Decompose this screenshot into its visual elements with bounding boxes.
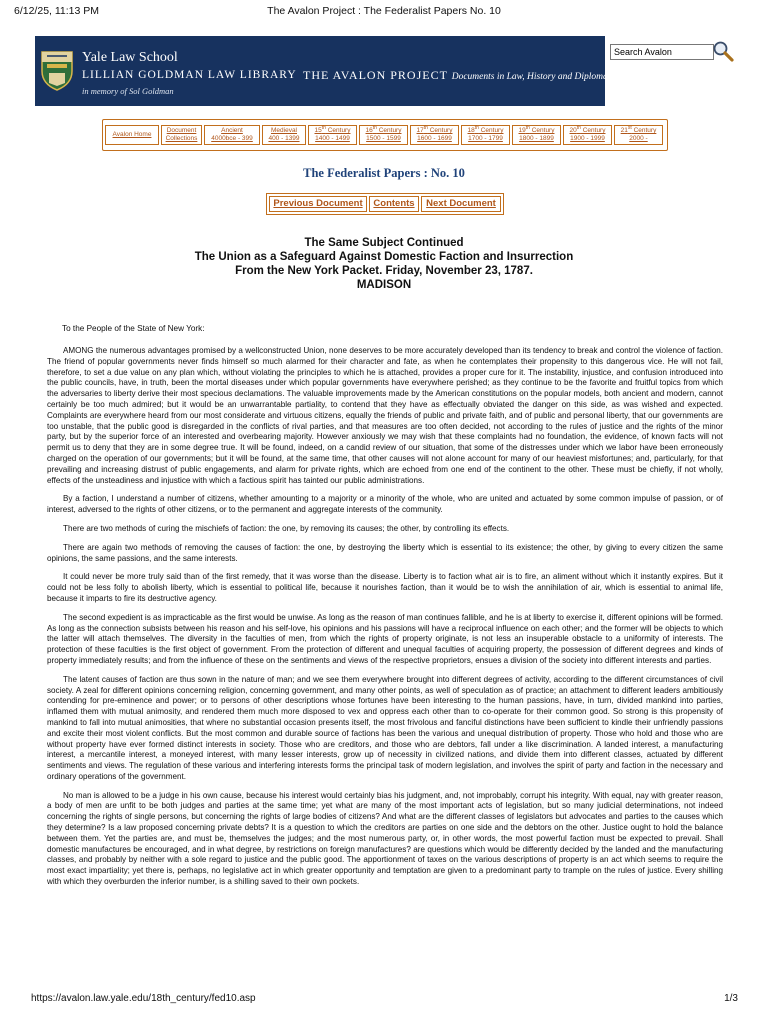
print-datetime: 6/12/25, 11:13 PM xyxy=(14,5,100,17)
page-number: 1/3 xyxy=(724,993,738,1004)
paragraph: There are two methods of curing the mischiefs of faction: the one, by removing its causes; the other, by controlling its effects. xyxy=(63,523,510,533)
yale-shield-icon xyxy=(41,51,73,91)
print-footer xyxy=(0,992,768,1012)
nav-document-collections[interactable]: Document Collections xyxy=(161,125,202,145)
document-navigation xyxy=(266,193,504,215)
paragraph: AMONG the numerous advantages promised by a wellconstructed Union, none deserves to be more accurately developed than its tendency to break and control the violence of faction. The friend of popular governments never finds himself so much alarmed for their character and fate, as when he contemplates their propensity to this dangerous vice. He will not fail, therefore, to set a due value on any plan which, without violating the principles to which he is attached, provides a proper cure for it. The instability, injustice, and confusion introduced into the public councils, have, in truth, been the mortal diseases under which popular governments have everywhere perished; as they continue to be the favorite and fruitful topics from which the adversaries to liberty derive their most specious declamations. The valuable improvements made by the American constitutions on the popular models, both ancient and modern, cannot certainly be too much admired; but it would be an unwarrantable partiality, to contend that they have as effectually obviated the danger on this side, as was wished and expected. Complaints are everywhere heard from our most considerate and virtuous citizens, equally the friends of public and private faith, and of public and personal liberty, that our governments are too unstable, that the public good is disregarded in the conflicts of rival parties, and that measures are too often decided, not according to the rules of justice and the rights of the minor party, but by the superior force of an interested and overbearing majority. However anxiously we may wish that these complaints had no foundation, the evidence, of known facts will not permit us to deny that they are in some degree true. It will be found, indeed, on a candid review of our situation, that some of the distresses under which we labor have been erroneously charged on the operation of our governments; but it will be found, at the same time, that other causes will not alone account for many of our heaviest misfortunes; and, particularly, for that prevailing and increasing distrust of public engagements, and alarm for private rights, which are echoed from one end of the continent to the other. These must be chiefly, if not wholly, effects of the unsteadiness and injustice with which a factious spirit has tainted our public administrations. xyxy=(47,346,723,485)
site-banner xyxy=(35,36,617,106)
magnifier-icon[interactable] xyxy=(712,40,734,62)
project-title xyxy=(303,68,616,83)
era-navigation xyxy=(102,119,668,151)
search-input[interactable]: Search Avalon xyxy=(610,44,714,60)
print-page-title: The Avalon Project : The Federalist Papers No. 10 xyxy=(267,5,501,17)
nav-medieval[interactable]: Medieval 400 - 1399 xyxy=(262,125,306,145)
nav-19th-century[interactable]: 19th Century 1800 - 1899 xyxy=(512,125,561,145)
project-name: THE AVALON PROJECT xyxy=(303,68,448,82)
heading-line-source: From the New York Packet. Friday, November 23, 1787. xyxy=(235,265,533,277)
previous-document-link[interactable]: Previous Document xyxy=(269,196,367,212)
paragraph: It could never be more truly said than of the first remedy, that it was worse than the disease. Liberty is to faction what air is to fire, an aliment without which it instantly expires. But it could not be less folly to abolish liberty, which is essential to political life, because it nourishes faction, than it would be to wish the annihilation of air, which is essential to animal life, because it imparts to fire its destructive agency. xyxy=(47,572,723,603)
next-document-link[interactable]: Next Document xyxy=(421,196,501,212)
paragraph: No man is allowed to be a judge in his own cause, because his interest would certainly bias his judgment, and, not improbably, corrupt his integrity. With equal, nay with greater reason, a body of men are unfit to be both judges and parties at the same time; yet what are many of the most important acts of legislation, but so many judicial determinations, not indeed concerning the rights of single persons, but concerning the rights of large bodies of citizens? And what are the different classes of legislators but advocates and parties to the causes which they determine? Is a law proposed concerning private debts? It is a question to which the creditors are parties on one side and the debtors on the other. Justice ought to hold the balance between them. Yet the parties are, and must be, themselves the judges; and the most numerous party, or, in other words, the most powerful faction must be expected to prevail. Shall domestic manufactures be encouraged, and in what degree, by restrictions on foreign manufactures? are questions which would be differently decided by the landed and the manufacturing classes, and probably by neither with a sole regard to justice and the public good. The apportionment of taxes on the various descriptions of property is an act which seems to require the most exact impartiality; yet there is, perhaps, no legislative act in which greater opportunity and temptation are given to a predominant party to trample on the rules of justice. Every shilling with which they overburden the inferior number, is a shilling saved to their own pockets. xyxy=(47,790,723,887)
nav-20th-century[interactable]: 20th Century 1900 - 1999 xyxy=(563,125,612,145)
paper-body xyxy=(47,346,723,896)
paragraph: By a faction, I understand a number of citizens, whether amounting to a majority or a minority of the whole, who are united and actuated by some common impulse of passion, or of interest, adversed to the rights of other citizens, or to the permanent and aggregate interests of the community. xyxy=(47,494,723,515)
nav-ancient[interactable]: Ancient 4000bce - 399 xyxy=(204,125,260,145)
page-url: https://avalon.law.yale.edu/18th_century/fed10.asp xyxy=(31,993,256,1004)
library-name: LILLIAN GOLDMAN LAW LIBRARY xyxy=(82,69,297,81)
school-name: Yale Law School xyxy=(82,50,178,65)
document-title: The Federalist Papers : No. 10 xyxy=(303,166,465,180)
project-tagline: Documents in Law, History and Diplomacy xyxy=(451,72,617,82)
nav-16th-century[interactable]: 16th Century 1500 - 1599 xyxy=(359,125,408,145)
nav-17th-century[interactable]: 17th Century 1600 - 1699 xyxy=(410,125,459,145)
paragraph: The latent causes of faction are thus sown in the nature of man; and we see them everywhere brought into different degrees of activity, according to the different circumstances of civil society. A zeal for different opinions concerning religion, concerning government, and many other points, as well of speculation as of practice; an attachment to different leaders ambitiously contending for pre-eminence and power; or to persons of other descriptions whose fortunes have been interesting to the human passions, have, in turn, divided mankind into parties, inflamed them with mutual animosity, and rendered them much more disposed to vex and oppress each other than to co-operate for their common good. So strong is this propensity of mankind to fall into mutual animosities, that where no substantial occasion presents itself, the most frivolous and fanciful distinctions have been sufficient to kindle their unfriendly passions and excite their most violent conflicts. But the most common and durable source of factions has been the various and unequal distribution of property. Those who hold and those who are without property have ever formed distinct interests in society. Those who are creditors, and those who are debtors, fall under a like discrimination. A landed interest, a manufacturing interest, a mercantile interest, a moneyed interest, with many lesser interests, grow up of necessity in civilized nations, and divide them into different classes, actuated by different sentiments and views. The regulation of these various and interfering interests forms the principal task of modern legislation, and involves the spirit of party and faction in the necessary and ordinary operations of the government. xyxy=(47,674,723,781)
print-header xyxy=(0,0,768,20)
salutation: To the People of the State of New York: xyxy=(62,324,205,333)
contents-link[interactable]: Contents xyxy=(369,196,419,212)
nav-21st-century[interactable]: 21st Century 2000 - xyxy=(614,125,663,145)
heading-line-subject: The Same Subject Continued xyxy=(304,237,464,249)
heading-author: MADISON xyxy=(356,279,412,291)
nav-avalon-home[interactable]: Avalon Home xyxy=(105,125,159,145)
nav-15th-century[interactable]: 15th Century 1400 - 1499 xyxy=(308,125,357,145)
nav-18th-century[interactable]: 18th Century 1700 - 1799 xyxy=(461,125,510,145)
memorial-line: in memory of Sol Goldman xyxy=(82,86,174,96)
paragraph: There are again two methods of removing the causes of faction: the one, by destroying the liberty which is essential to its existence; the other, by giving to every citizen the same opinions, the same passions, and the same interests. xyxy=(47,542,723,563)
paper-heading xyxy=(0,236,768,292)
paragraph: The second expedient is as impracticable as the first would be unwise. As long as the reason of man continues fallible, and he is at liberty to exercise it, different opinions will be formed. As long as the connection subsists between his reason and his self-love, his opinions and his passions will have a reciprocal influence on each other; and the former will be objects to which the latter will attach themselves. The diversity in the faculties of men, from which the rights of property originate, is not less an insuperable obstacle to a uniformity of interests. The protection of these faculties is the first object of government. From the protection of different and unequal faculties of acquiring property, the possession of different degrees and kinds of property immediately results; and from the influence of these on the sentiments and views of the respective proprietors, ensues a division of the society into different interests and parties. xyxy=(47,612,723,665)
heading-line-title: The Union as a Safeguard Against Domestic Faction and Insurrection xyxy=(194,251,574,263)
